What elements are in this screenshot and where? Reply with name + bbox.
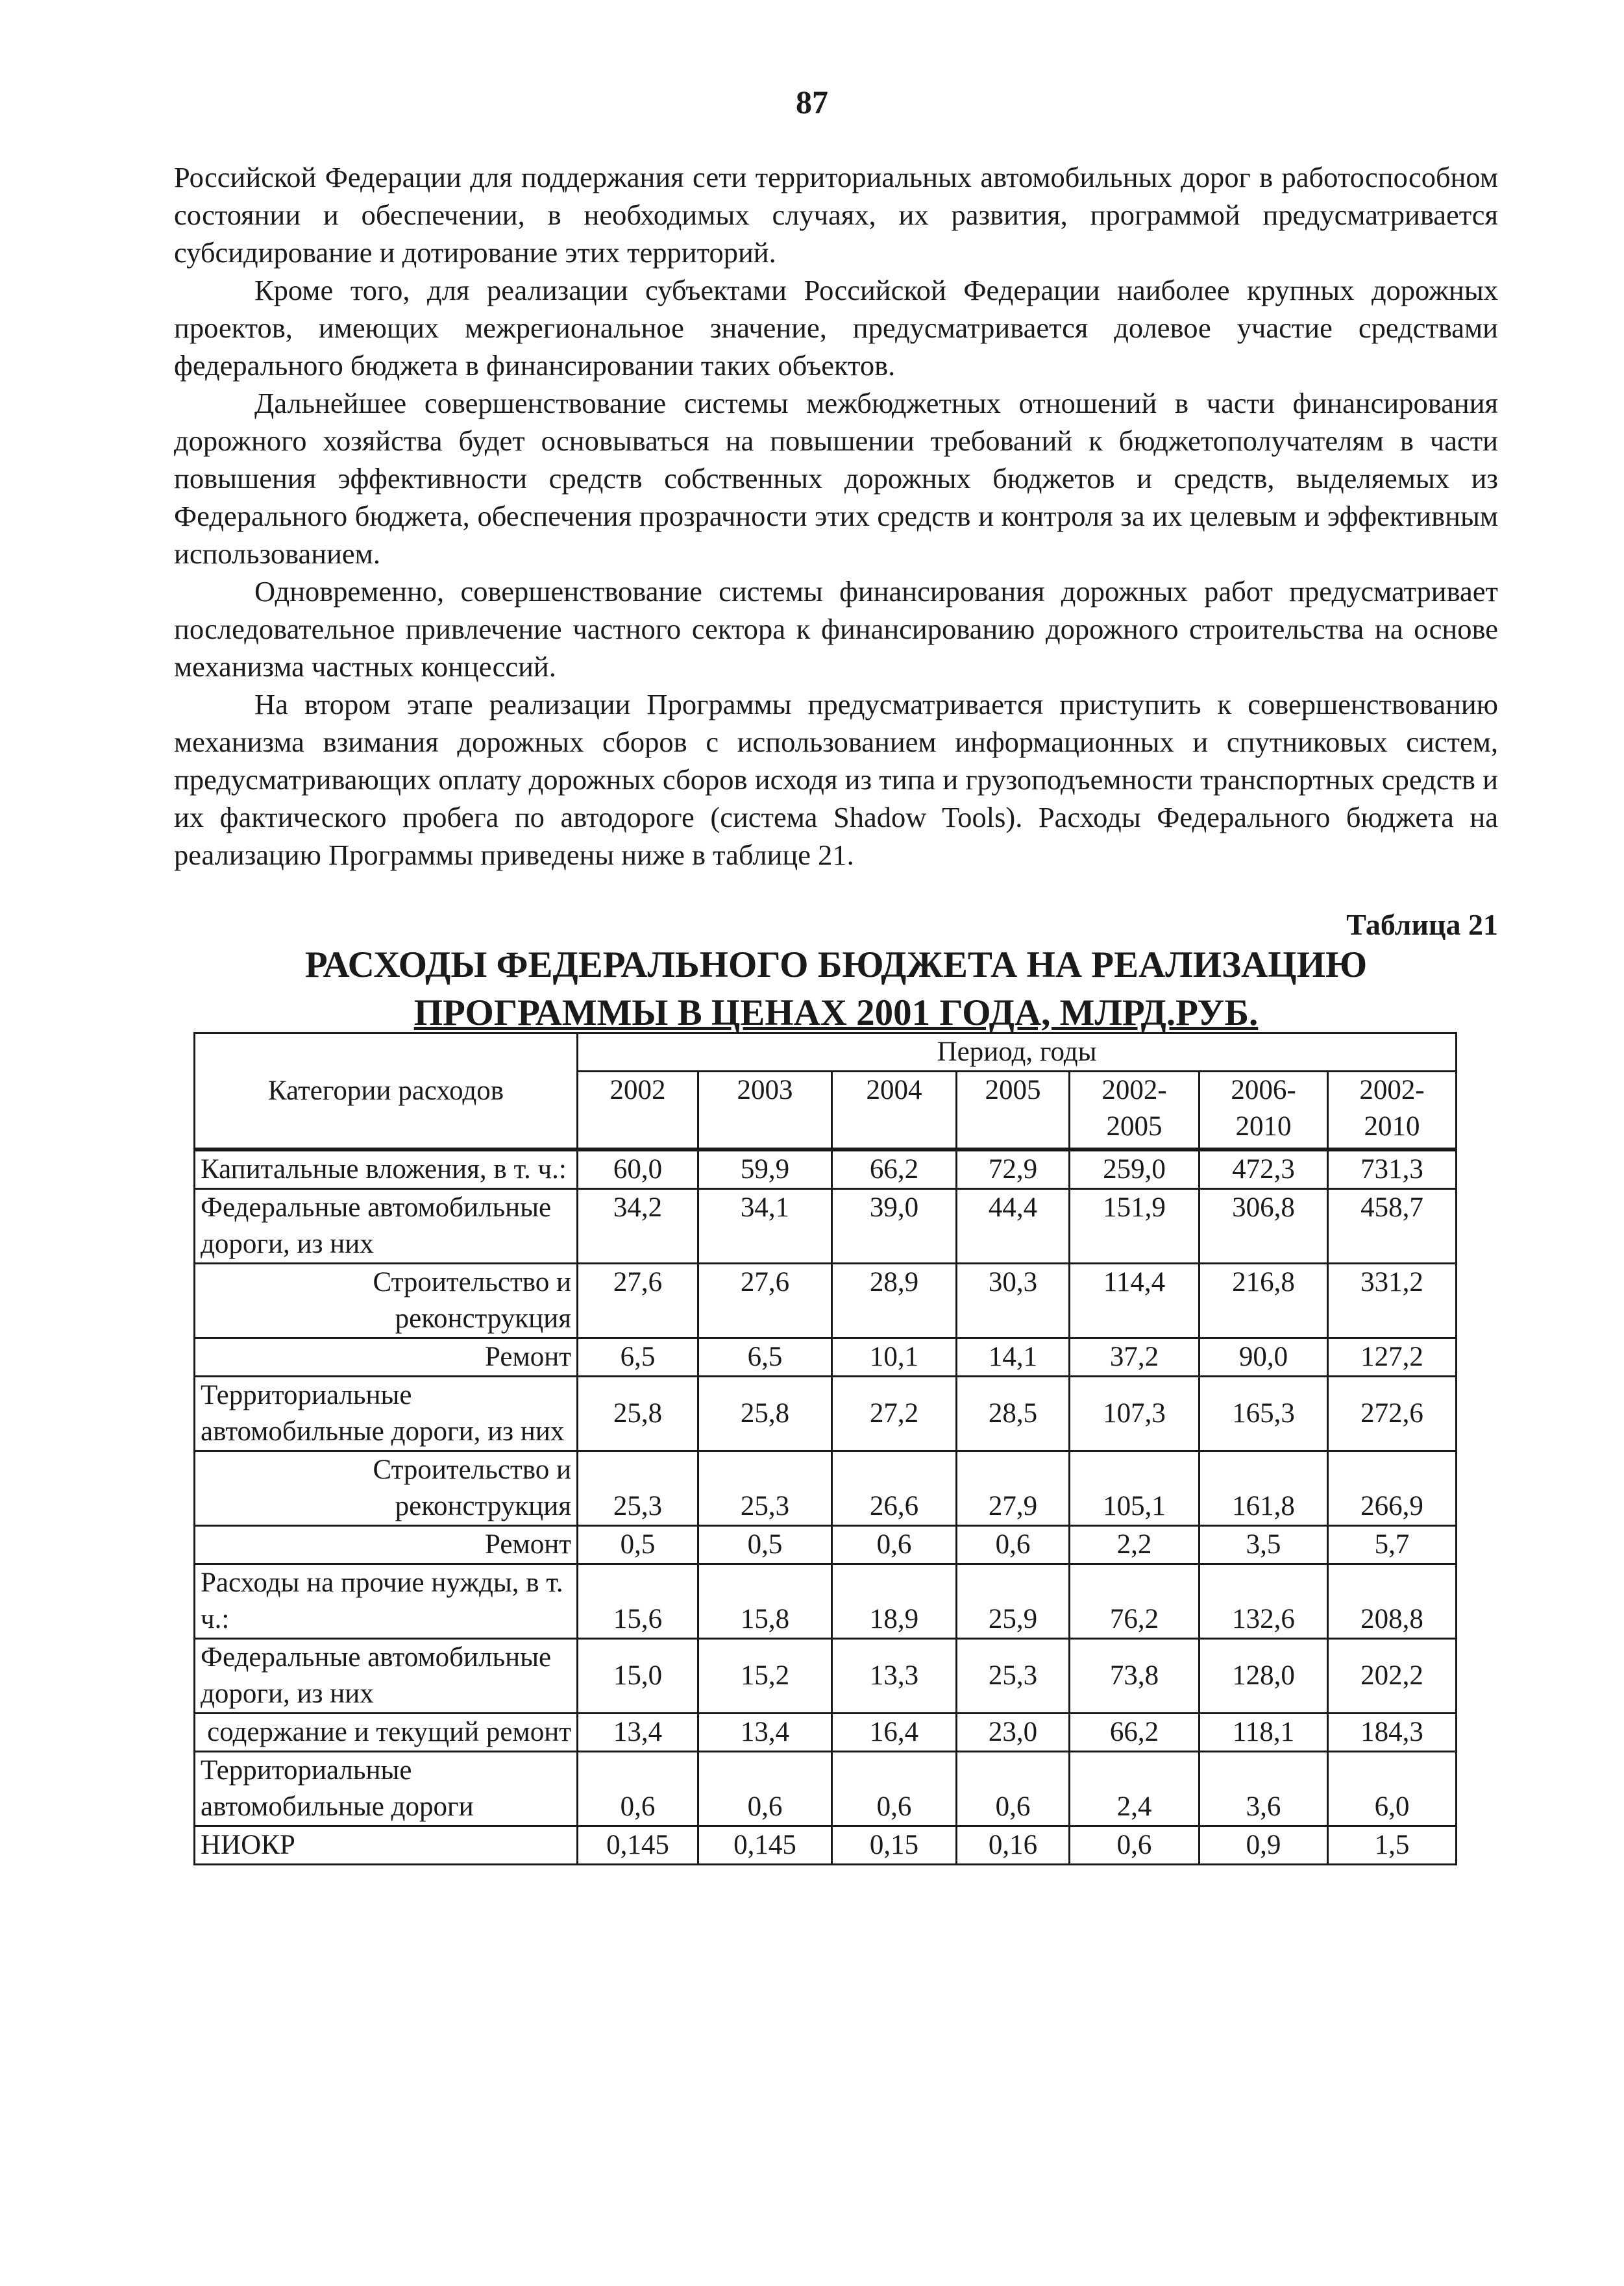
paragraph-5: На втором этапе реализации Программы предусматривается приступить к совершенствованию механизма взимания дорожных сборов с использованием информационных и спутниковых систем, предусматривающих оплату дорожных сборов исходя из типа и грузоподъемности транспортных средств и их фактического пробега по автодороге (система Shadow Tools). Расходы Федерального бюджета на реализацию Программы приведены ниже в таблице 21. <box>174 688 1498 871</box>
row-category: содержание и текущий ремонт <box>195 1714 578 1752</box>
row-value: 15,0 <box>578 1639 698 1714</box>
row-category: Ремонт <box>195 1526 578 1564</box>
row-category: Федеральные автомобильные дороги, из них <box>195 1189 578 1264</box>
row-category: Расходы на прочие нужды, в т. ч.: <box>195 1564 578 1639</box>
row-value: 16,4 <box>832 1714 957 1752</box>
row-value: 25,3 <box>957 1639 1070 1714</box>
row-value: 165,3 <box>1200 1377 1328 1451</box>
year-header: 2002- 2010 <box>1328 1072 1457 1150</box>
row-value: 27,2 <box>832 1377 957 1451</box>
row-value: 5,7 <box>1328 1526 1457 1564</box>
row-value: 0,145 <box>698 1826 832 1865</box>
row-value: 2,4 <box>1070 1752 1200 1826</box>
row-value: 39,0 <box>832 1189 957 1264</box>
table-title-line2: ПРОГРАММЫ В ЦЕНАХ 2001 ГОДА, МЛРД.РУБ. <box>413 992 1259 1033</box>
row-value: 114,4 <box>1070 1264 1200 1338</box>
row-category: Территориальные автомобильные дороги <box>195 1752 578 1826</box>
row-value: 76,2 <box>1070 1564 1200 1639</box>
row-value: 90,0 <box>1200 1338 1328 1377</box>
paragraph-1: Российской Федерации для поддержания сети территориальных автомобильных дорог в работоспособном состоянии и обеспечении, в необходимых случаях, их развития, программой предусматривается субсидирование и дотирование этих территорий. <box>174 161 1498 269</box>
table-row <box>195 1264 1457 1338</box>
row-value: 13,3 <box>832 1639 957 1714</box>
row-value: 28,5 <box>957 1377 1070 1451</box>
row-value: 731,3 <box>1328 1149 1457 1189</box>
row-value: 306,8 <box>1200 1189 1328 1264</box>
row-value: 0,6 <box>698 1752 832 1826</box>
row-value: 13,4 <box>698 1714 832 1752</box>
row-value: 0,6 <box>957 1526 1070 1564</box>
row-value: 132,6 <box>1200 1564 1328 1639</box>
paragraph-2: Кроме того, для реализации субъектами Российской Федерации наиболее крупных дорожных проектов, имеющих межрегиональное значение, предусматривается долевое участие средствами федерального бюджета в финансировании таких объектов. <box>174 274 1498 382</box>
paragraph-4: Одновременно, совершенствование системы финансирования дорожных работ предусматривает последовательное привлечение частного сектора к финансированию дорожного строительства на основе механизма частных концессий. <box>174 575 1498 683</box>
table-row <box>195 1526 1457 1564</box>
row-value: 25,8 <box>698 1377 832 1451</box>
paragraph-3: Дальнейшее совершенствование системы межбюджетных отношений в части финансирования дорожного хозяйства будет основываться на повышении требований к бюджетополучателям в части повышения эффективности средств собственных дорожных бюджетов и средств, выделяемых из Федерального бюджета, обеспечения прозрачности этих средств и контроля за их целевым и эффективным использованием. <box>174 387 1498 570</box>
table-title <box>174 941 1498 1037</box>
row-value: 0,16 <box>957 1826 1070 1865</box>
row-value: 66,2 <box>832 1149 957 1189</box>
row-value: 161,8 <box>1200 1451 1328 1526</box>
row-value: 2,2 <box>1070 1526 1200 1564</box>
row-value: 184,3 <box>1328 1714 1457 1752</box>
row-value: 118,1 <box>1200 1714 1328 1752</box>
row-value: 105,1 <box>1070 1451 1200 1526</box>
row-value: 202,2 <box>1328 1639 1457 1714</box>
row-value: 27,6 <box>698 1264 832 1338</box>
row-value: 34,1 <box>698 1189 832 1264</box>
row-category: Ремонт <box>195 1338 578 1377</box>
row-value: 27,6 <box>578 1264 698 1338</box>
row-value: 216,8 <box>1200 1264 1328 1338</box>
row-value: 59,9 <box>698 1149 832 1189</box>
table-row <box>195 1451 1457 1526</box>
row-value: 128,0 <box>1200 1639 1328 1714</box>
row-value: 259,0 <box>1070 1149 1200 1189</box>
row-value: 66,2 <box>1070 1714 1200 1752</box>
row-value: 25,9 <box>957 1564 1070 1639</box>
row-category: Строительство и реконструкция <box>195 1451 578 1526</box>
row-value: 25,3 <box>698 1451 832 1526</box>
row-value: 26,6 <box>832 1451 957 1526</box>
table-caption: Таблица 21 <box>1346 908 1498 941</box>
row-value: 272,6 <box>1328 1377 1457 1451</box>
row-category: Капитальные вложения, в т. ч.: <box>195 1149 578 1189</box>
row-value: 151,9 <box>1070 1189 1200 1264</box>
year-header: 2002 <box>578 1072 698 1150</box>
table-row <box>195 1826 1457 1865</box>
row-value: 1,5 <box>1328 1826 1457 1865</box>
row-category: Строительство и реконструкция <box>195 1264 578 1338</box>
row-value: 25,3 <box>578 1451 698 1526</box>
row-value: 0,6 <box>832 1752 957 1826</box>
row-value: 0,5 <box>698 1526 832 1564</box>
row-value: 15,6 <box>578 1564 698 1639</box>
row-value: 34,2 <box>578 1189 698 1264</box>
row-value: 23,0 <box>957 1714 1070 1752</box>
period-header: Период, годы <box>578 1033 1457 1072</box>
table-row <box>195 1714 1457 1752</box>
year-header: 2005 <box>957 1072 1070 1150</box>
row-value: 6,5 <box>578 1338 698 1377</box>
row-value: 331,2 <box>1328 1264 1457 1338</box>
row-value: 0,6 <box>832 1526 957 1564</box>
row-value: 6,0 <box>1328 1752 1457 1826</box>
row-category: НИОКР <box>195 1826 578 1865</box>
table-row <box>195 1377 1457 1451</box>
row-value: 72,9 <box>957 1149 1070 1189</box>
year-header: 2002- 2005 <box>1070 1072 1200 1150</box>
row-value: 3,5 <box>1200 1526 1328 1564</box>
row-category: Федеральные автомобильные дороги, из них <box>195 1639 578 1714</box>
row-value: 107,3 <box>1070 1377 1200 1451</box>
row-value: 10,1 <box>832 1338 957 1377</box>
row-value: 472,3 <box>1200 1149 1328 1189</box>
row-value: 0,9 <box>1200 1826 1328 1865</box>
table-row <box>195 1149 1457 1189</box>
row-value: 15,8 <box>698 1564 832 1639</box>
table-row <box>195 1189 1457 1264</box>
row-value: 37,2 <box>1070 1338 1200 1377</box>
row-value: 27,9 <box>957 1451 1070 1526</box>
row-value: 60,0 <box>578 1149 698 1189</box>
expenses-table <box>193 1032 1457 1865</box>
page-number: 87 <box>796 84 828 120</box>
row-value: 266,9 <box>1328 1451 1457 1526</box>
row-value: 18,9 <box>832 1564 957 1639</box>
row-value: 13,4 <box>578 1714 698 1752</box>
row-value: 0,6 <box>957 1752 1070 1826</box>
table-title-line1: РАСХОДЫ ФЕДЕРАЛЬНОГО БЮДЖЕТА НА РЕАЛИЗАЦИЮ <box>304 944 1368 985</box>
table-row <box>195 1752 1457 1826</box>
row-value: 0,15 <box>832 1826 957 1865</box>
row-value: 0,6 <box>578 1752 698 1826</box>
row-value: 28,9 <box>832 1264 957 1338</box>
row-value: 0,145 <box>578 1826 698 1865</box>
row-value: 14,1 <box>957 1338 1070 1377</box>
row-value: 15,2 <box>698 1639 832 1714</box>
year-header: 2004 <box>832 1072 957 1150</box>
year-header: 2003 <box>698 1072 832 1150</box>
row-value: 30,3 <box>957 1264 1070 1338</box>
row-value: 127,2 <box>1328 1338 1457 1377</box>
row-value: 44,4 <box>957 1189 1070 1264</box>
row-value: 458,7 <box>1328 1189 1457 1264</box>
table-row <box>195 1639 1457 1714</box>
table-row <box>195 1338 1457 1377</box>
row-value: 73,8 <box>1070 1639 1200 1714</box>
row-value: 0,6 <box>1070 1826 1200 1865</box>
row-value: 6,5 <box>698 1338 832 1377</box>
row-value: 208,8 <box>1328 1564 1457 1639</box>
category-header: Категории расходов <box>195 1033 578 1150</box>
row-value: 0,5 <box>578 1526 698 1564</box>
row-category: Территориальные автомобильные дороги, из них <box>195 1377 578 1451</box>
year-header: 2006- 2010 <box>1200 1072 1328 1150</box>
row-value: 3,6 <box>1200 1752 1328 1826</box>
table-row <box>195 1564 1457 1639</box>
body-text <box>174 158 1498 874</box>
row-value: 25,8 <box>578 1377 698 1451</box>
